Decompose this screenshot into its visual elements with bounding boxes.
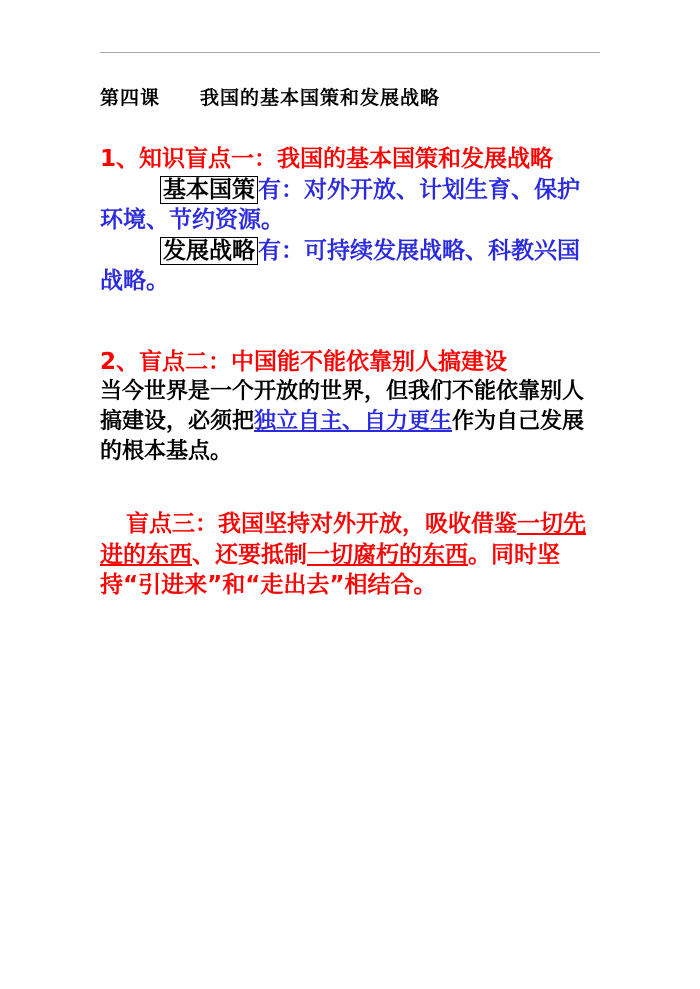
section-3-underlined-term-1: 一切先进的东西 [100,511,586,568]
section-1-line-2-text: 有：可持续发展战略、科教兴国战略。 [100,237,580,295]
section-1 [100,144,600,297]
section-2-body-part-2: 作为自己发展的根本基点。 [100,409,585,465]
section-1-line-2 [100,236,600,297]
boxed-term-development-strategy: 发展战略 [160,237,258,265]
header-divider [100,52,600,53]
section-3-part-3: 。同时坚持“引进来”和“走出去”相结合。 [100,541,560,599]
spacer-2 [100,467,600,509]
section-1-line-1-text: 有：对外开放、计划生育、保护环境、节约资源。 [100,176,580,234]
document-content [100,52,600,601]
section-2-body-part-1: 当今世界是一个开放的世界，但我们不能依靠别人搞建设，必须把 [100,379,585,435]
section-3-part-2: 、还要抵制 [192,541,307,568]
section-2-body [100,377,600,467]
section-1-heading: 1、知识盲点一：我国的基本国策和发展战略 [100,146,554,172]
section-2-underlined-term: 独立自主、自力更生 [254,409,453,435]
boxed-term-basic-policy: 基本国策 [160,176,258,204]
section-2-heading: 2、盲点二：中国能不能依靠别人搞建设 [100,348,508,375]
section-3-underlined-term-2: 一切腐朽的东西 [307,541,468,568]
section-3-heading [100,509,600,601]
section-2 [100,347,600,467]
section-3 [100,509,600,601]
spacer-1 [100,297,600,347]
page-title: 第四课 我国的基本国策和发展战略 [100,87,441,109]
section-3-part-1: 盲点三：我国坚持对外开放，吸收借鉴 [126,511,517,538]
section-1-line-1 [100,175,600,236]
